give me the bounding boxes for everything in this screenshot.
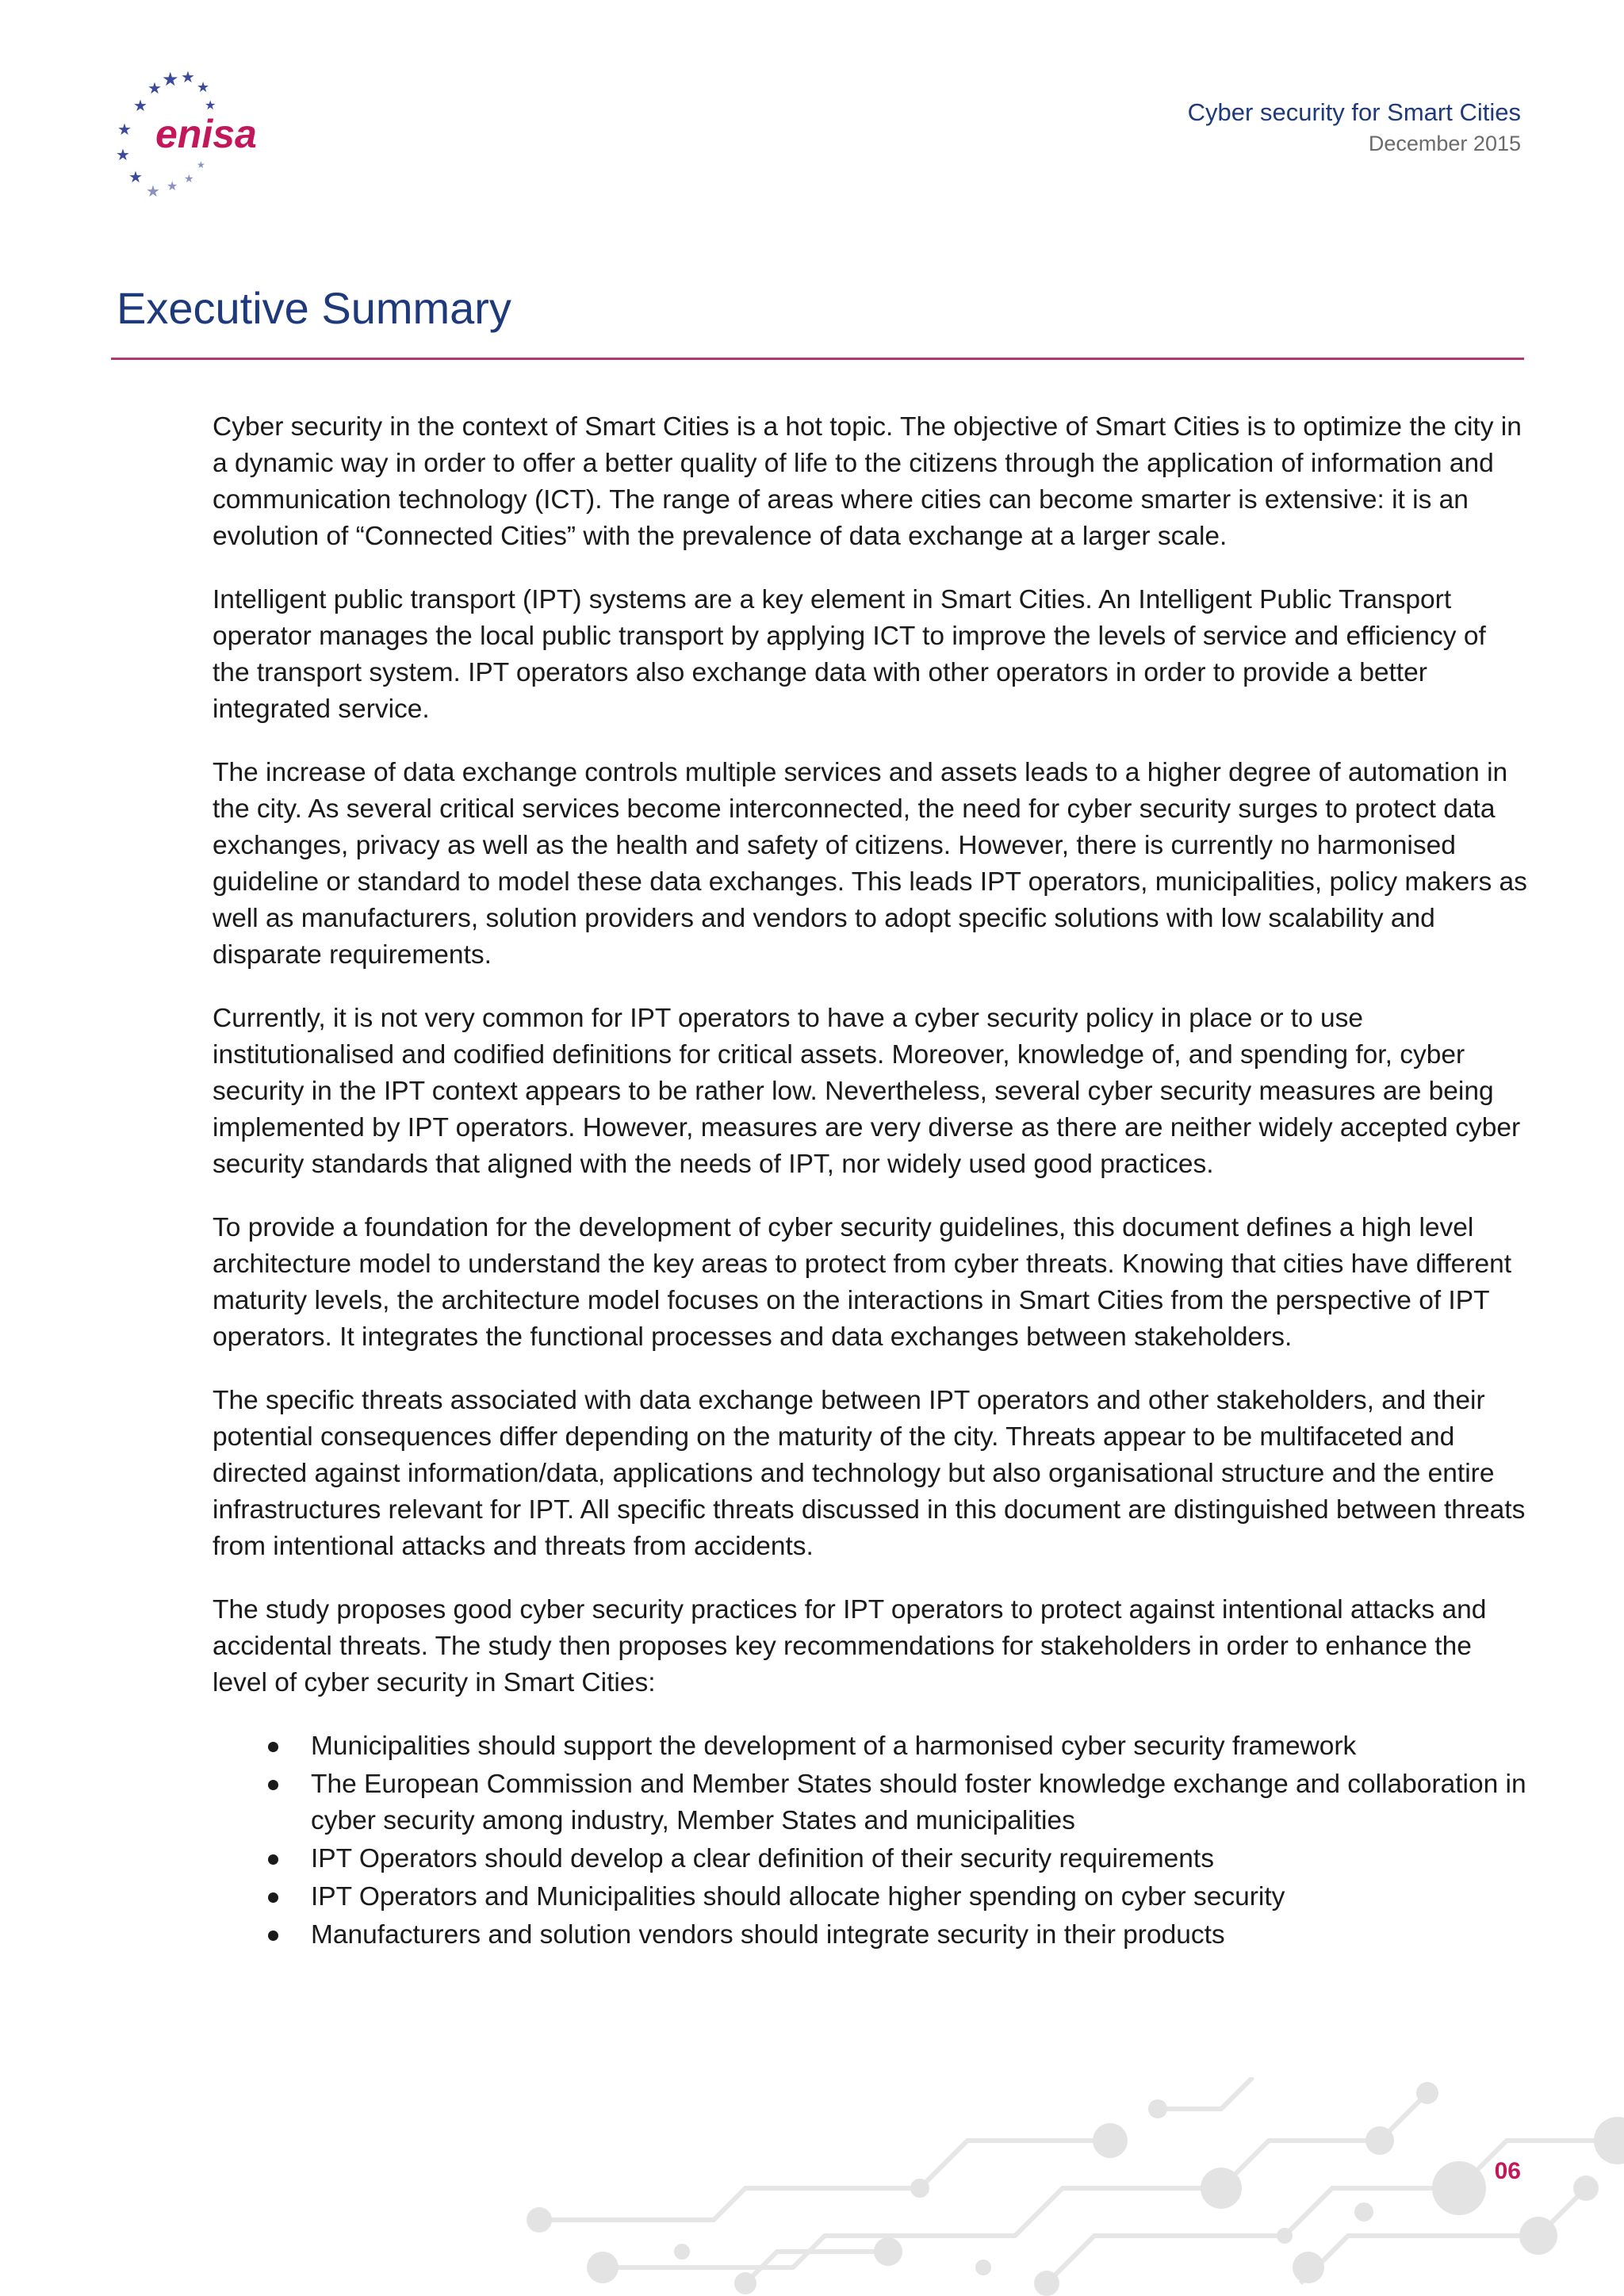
svg-text:★: ★ xyxy=(197,79,210,96)
svg-text:★: ★ xyxy=(128,167,143,186)
list-item xyxy=(260,1841,1529,1877)
paragraph: The study proposes good cyber security practices for IPT operators to protect against intentional attacks and accidental threats. The study then proposes key recommendations for stakeholders in order to enhance the level of cyber security in Smart Cities: xyxy=(213,1595,1487,1697)
list-item xyxy=(260,1879,1529,1915)
bullet-icon xyxy=(268,1931,278,1941)
circuit-pattern-icon xyxy=(508,2077,1624,2296)
document-title: Cyber security for Smart Cities xyxy=(1187,98,1521,126)
paragraph: Cyber security in the context of Smart Cities is a hot topic. The objective of Smart Cities is to optimize the city in a dynamic way in order to offer a better quality of life to the citizens through the application of information and communication technology (ICT). The range of areas where cities can become smarter is extensive: it is an evolution of “Connected Cities” with the prevalence of data exchange at a larger scale. xyxy=(213,412,1522,551)
paragraph: To provide a foundation for the development of cyber security guidelines, this document defines a high level architecture model to understand the key areas to protect from cyber threats. Knowing that cities have different maturity levels, the architecture model focuses on the interactions in Smart Cities from the perspective of IPT operators. It integrates the functional processes and data exchanges between stakeholders. xyxy=(213,1213,1512,1352)
list-item xyxy=(260,1728,1529,1765)
enisa-logo xyxy=(111,65,270,200)
list-item-text: The European Commission and Member States should foster knowledge exchange and collaboration in cyber security among industry, Member States and municipalities xyxy=(311,1770,1526,1835)
svg-text:★: ★ xyxy=(181,67,195,86)
document-date: December 2015 xyxy=(1368,132,1521,155)
bullet-icon xyxy=(268,1780,278,1790)
list-item-text: Municipalities should support the development of a harmonised cyber security framework xyxy=(311,1732,1357,1761)
list-item-text: Manufacturers and solution vendors should integrate security in their products xyxy=(311,1920,1225,1950)
summary-body xyxy=(213,409,1529,1955)
section-title: Executive Summary xyxy=(117,283,511,333)
svg-text:★: ★ xyxy=(116,145,130,164)
bullet-icon xyxy=(268,1892,278,1903)
svg-text:★: ★ xyxy=(133,96,147,115)
paragraph: Intelligent public transport (IPT) systems are a key element in Smart Cities. An Intelligent Public Transport operator manages the local public transport by applying ICT to improve the levels of service and efficiency of the transport system. IPT operators also exchange data with other operators in order to provide a better integrated service. xyxy=(213,585,1486,724)
paragraph: Currently, it is not very common for IPT operators to have a cyber security policy in place or to use institutionalised and codified definitions for critical assets. Moreover, knowledge of, and spending for, cyber security in the IPT context appears to be rather low. Nevertheless, several cyber security measures are being implemented by IPT operators. However, measures are very diverse as there are neither widely accepted cyber security standards that aligned with the needs of IPT, nor widely used good practices. xyxy=(213,1004,1521,1179)
list-item-text: IPT Operators should develop a clear definition of their security requirements xyxy=(311,1844,1214,1873)
svg-text:★: ★ xyxy=(147,78,162,98)
svg-text:★: ★ xyxy=(167,178,178,193)
running-header xyxy=(1188,97,1521,159)
list-item xyxy=(260,1766,1529,1839)
svg-text:★: ★ xyxy=(184,173,194,186)
svg-text:★: ★ xyxy=(205,98,216,113)
recommendations-list xyxy=(213,1728,1529,1954)
eu-stars-icon xyxy=(111,65,270,200)
svg-text:★: ★ xyxy=(162,68,179,90)
svg-text:★: ★ xyxy=(117,120,132,139)
title-divider xyxy=(111,358,1524,360)
list-item-text: IPT Operators and Municipalities should allocate higher spending on cyber security xyxy=(311,1882,1285,1911)
list-item xyxy=(260,1917,1529,1954)
bullet-icon xyxy=(268,1854,278,1865)
circuit-decoration xyxy=(508,2077,1624,2296)
logo-wordmark: enisa xyxy=(155,112,257,156)
svg-text:★: ★ xyxy=(197,159,205,170)
svg-text:★: ★ xyxy=(146,182,160,200)
bullet-icon xyxy=(268,1742,278,1752)
paragraph: The specific threats associated with data exchange between IPT operators and other stakeholders, and their potential consequences differ depending on the maturity of the city. Threats appear to be multifaceted and directed against information/data, applications and technology but also organisational structure and the entire infrastructures relevant for IPT. All specific threats discussed in this document are distinguished between threats from intentional attacks and threats from accidents. xyxy=(213,1386,1526,1561)
page-number: 06 xyxy=(1494,2158,1521,2184)
paragraph: The increase of data exchange controls multiple services and assets leads to a higher degree of automation in the city. As several critical services become interconnected, the need for cyber security surges to protect data exchanges, privacy as well as the health and safety of citizens. However, there is currently no harmonised guideline or standard to model these data exchanges. This leads IPT operators, municipalities, policy makers as well as manufacturers, solution providers and vendors to adopt specific solutions with low scalability and disparate requirements. xyxy=(213,758,1527,970)
